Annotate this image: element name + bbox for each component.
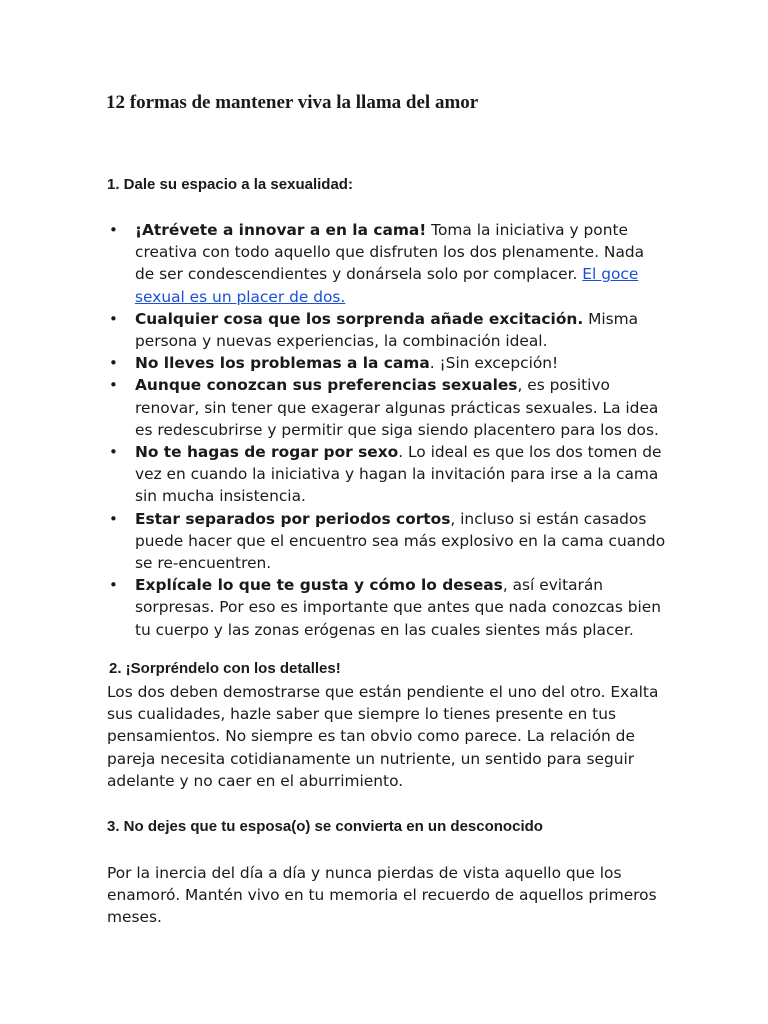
- bullet-icon: •: [109, 376, 118, 395]
- bullet-bold-text: Explícale lo que te gusta y cómo lo deseas: [135, 576, 503, 595]
- bullet-bold-text: No te hagas de rogar por sexo: [135, 443, 399, 462]
- bullet-icon: •: [109, 354, 118, 373]
- bullet-bold-text: No lleves los problemas a la cama: [135, 354, 430, 373]
- section-3-heading: 3. No dejes que tu esposa(o) se convierta en un desconocido: [107, 818, 543, 835]
- bullet-text: Misma persona y nuevas experiencias, la combinación ideal.: [135, 309, 639, 351]
- bullet-icon: •: [109, 309, 118, 328]
- bullet-item: [107, 374, 667, 441]
- bullet-item: [107, 441, 667, 508]
- bullet-bold-text: ¡Atrévete a innovar a en la cama!: [135, 221, 427, 239]
- section-1-bullet-list: [107, 219, 667, 641]
- bullet-icon: •: [109, 576, 118, 595]
- bullet-text: , así evitarán sorpresas. Por eso es importante que antes que nada conozcas bien tu cuerpo y las zonas erógenas en las cuales sientes más placer.: [135, 576, 662, 639]
- bullet-item: [107, 508, 667, 575]
- bullet-bold-text: Cualquier cosa que los sorprenda añade excitación.: [135, 309, 584, 328]
- section-3-paragraph: Por la inercia del día a día y nunca pierdas de vista aquello que los enamoró. Mantén vivo en tu memoria el recuerdo de aquellos primeros meses.: [107, 864, 657, 927]
- bullet-item: [107, 308, 667, 352]
- bullet-text: . Lo ideal es que los dos tomen de vez en cuando la iniciativa y hagan la invitación para irse a la cama sin mucha insistencia.: [135, 443, 662, 506]
- bullet-item: [107, 352, 667, 374]
- bullet-icon: •: [109, 509, 118, 528]
- bullet-item: [107, 574, 667, 641]
- bullet-text: , es positivo renovar, sin tener que exagerar algunas prácticas sexuales. La idea es redescubrirse y permitir que siga siendo placentero para los dos.: [135, 376, 659, 439]
- document-title: 12 formas de mantener viva la llama del amor: [106, 92, 479, 113]
- bullet-text: Toma la iniciativa y ponte creativa con todo aquello que disfruten los dos plenamente. Nada de ser condescendientes y donársela solo por complacer.: [135, 221, 645, 284]
- bullet-icon: •: [109, 221, 118, 239]
- section-2-paragraph: Los dos deben demostrarse que están pendiente el uno del otro. Exalta sus cualidades, hazle saber que siempre lo tienes presente en tus pensamientos. No siempre es tan obvio como parece. La relación de pareja necesita cotidianamente un nutriente, un sentido para seguir adelante y no caer en el aburrimiento.: [107, 683, 659, 790]
- bullet-bold-text: Aunque conozcan sus preferencias sexuales: [135, 376, 518, 395]
- bullet-text: . ¡Sin excepción!: [429, 354, 559, 373]
- section-2-heading: 2. ¡Sorpréndelo con los detalles!: [109, 660, 341, 677]
- section-1-heading: 1. Dale su espacio a la sexualidad:: [107, 176, 353, 193]
- bullet-item: [107, 219, 667, 308]
- bullet-bold-text: Estar separados por periodos cortos: [135, 509, 451, 528]
- bullet-icon: •: [109, 443, 118, 462]
- goce-sexual-link[interactable]: El goce sexual es un placer de dos.: [135, 265, 639, 306]
- bullet-text: , incluso si están casados puede hacer que el encuentro sea más explosivo en la cama cuando se re-encuentren.: [135, 509, 666, 573]
